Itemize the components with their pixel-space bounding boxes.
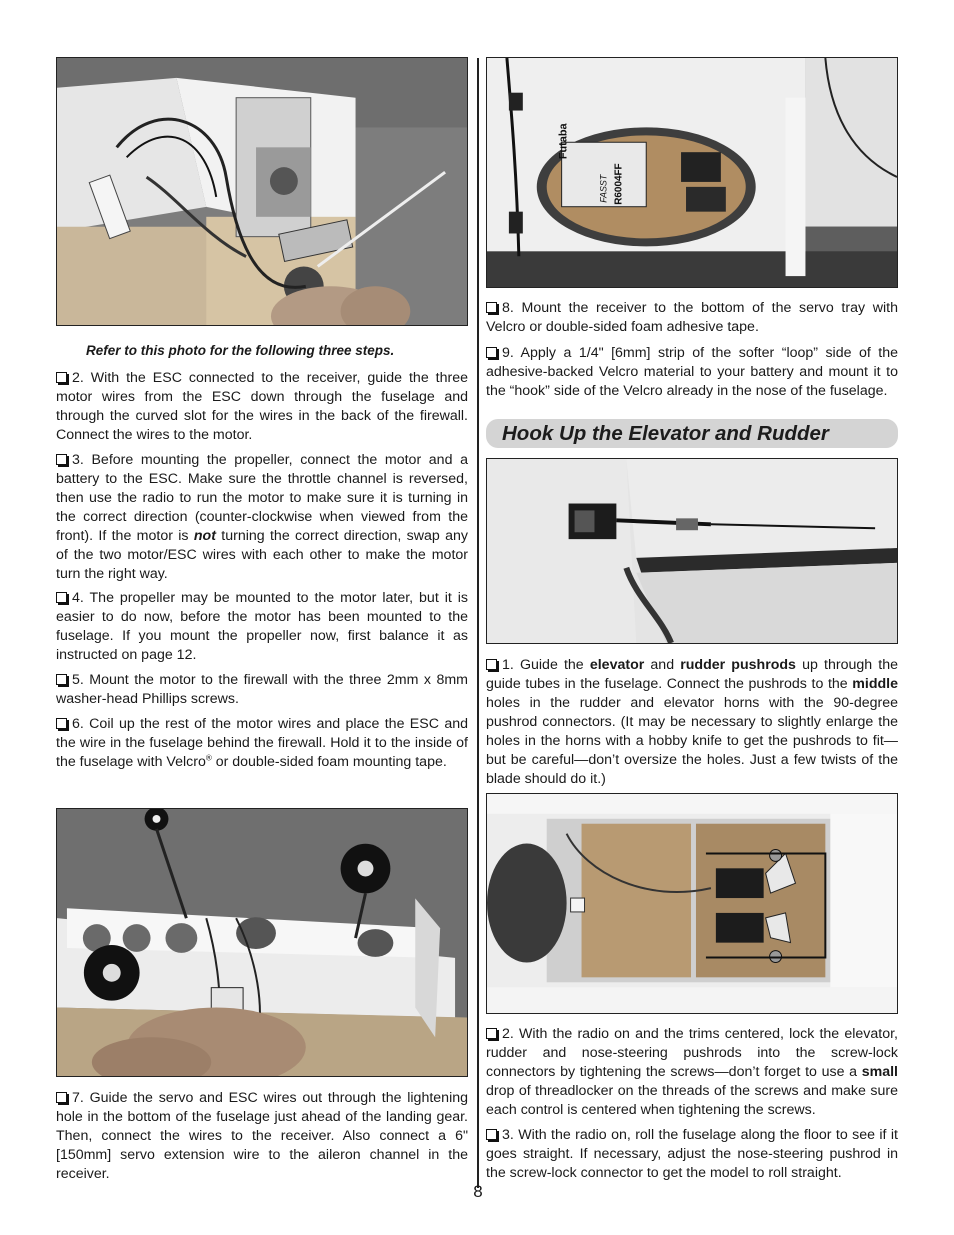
step-e1-part4: holes in the rudder and elevator horns with the 90-degree pushrod connectors. (It may be necessary to slightly enlarge the holes in the horns with a hobby knife to get the pushrods to fit—but be careful—don’t oversize the holes. Just a few twists of the blade should do it.) [486,695,898,787]
registered-mark: ® [205,753,212,763]
step-e1-bold-elevator: elevator [589,657,645,673]
checkbox-icon[interactable] [56,372,67,383]
photo-control-horn [486,458,898,644]
step-8-text: 8. Mount the receiver to the bottom of the servo tray with Velcro or double-sided foam adhesive tape. [486,300,898,335]
step-6 [56,715,468,772]
step-5 [56,671,468,709]
step-3 [56,451,468,584]
step-e3-text: 3. With the radio on, roll the fuselage along the floor to see if it goes straight. If necessary, adjust the nose-steering pushrod in the screw-lock connector to get the model to roll straight. [486,1127,898,1181]
step-e1-bold-middle: middle [852,676,898,692]
step-9 [486,344,898,401]
step-3-emphasis: not [193,528,216,544]
checkbox-icon[interactable] [486,347,497,358]
step-9-text: 9. Apply a 1/4" [6mm] strip of the softer “loop” side of the adhesive-backed Velcro material to your battery and mount it to the “hook” side of the Velcro already in the nose of the fuselage. [486,345,898,399]
checkbox-icon[interactable] [486,659,497,670]
step-2 [56,369,468,445]
step-7-text: 7. Guide the servo and ESC wires out through the lightening hole in the bottom of the fuselage just ahead of the landing gear. Then, connect the wires to the receiver. Also connect a 6" [150mm] servo extension wire to the aileron channel in the receiver. [56,1090,468,1182]
step-e1-part2: and [644,657,681,673]
step-4 [56,589,468,665]
photo-caption: Refer to this photo for the following three steps. [86,343,395,358]
step-e2-part1: 2. With the radio on and the trims centered, lock the elevator, rudder and nose-steering pushrods into the screw-lock connectors by tightening the screws—don’t forget to use a [486,1026,898,1080]
checkbox-icon[interactable] [56,592,67,603]
checkbox-icon[interactable] [56,454,67,465]
checkbox-icon[interactable] [486,1129,497,1140]
checkbox-icon[interactable] [56,674,67,685]
step-e2 [486,1025,898,1120]
photo-servo-tray [486,793,898,1014]
step-e1-bold-pushrods: rudder pushrods [680,657,796,673]
receiver-tag-label: FASST [598,174,609,203]
step-4-text: 4. The propeller may be mounted to the motor later, but it is easier to do now, before the motor has been mounted to the fuselage. If you mount the propeller now, first balance it as instructed on page 12. [56,590,468,663]
step-e1-part1: 1. Guide the [502,657,590,673]
step-e3 [486,1126,898,1183]
checkbox-icon[interactable] [486,1028,497,1039]
step-e1-part3: up through the guide tubes in the fuselage. Connect the pushrods to the [486,657,898,692]
step-6-text-before: 6. Coil up the rest of the motor wires and place the ESC and the wire in the fuselage behind the firewall. Hold it to the inside of the fuselage with Velcro [56,716,468,770]
page-number: 8 [473,1182,483,1201]
step-7 [56,1089,468,1184]
step-6-text-after: or double-sided foam mounting tape. [211,754,447,770]
receiver-brand-label: Futaba [557,123,570,160]
step-3-text-after: turning the correct direction, swap any of the two motor/ESC wires with each other to make the motor turn the right way. [56,528,468,582]
checkbox-icon[interactable] [56,1092,67,1103]
photo-receiver-tray [486,57,898,288]
checkbox-icon[interactable] [56,718,67,729]
column-divider [477,58,479,1188]
step-3-text-before: 3. Before mounting the propeller, connect the motor and a battery to the ESC. Make sure the throttle channel is reversed, then use the radio to run the motor to make sure it is turning in the correct direction (counter-clockwise when viewed from the front). If the motor is [56,452,468,544]
section-heading: Hook Up the Elevator and Rudder [486,419,898,448]
photo-fuselage-receiver [56,808,468,1077]
step-e2-part2: drop of threadlocker on the threads of the screws and make sure each control is centered when tightening the screws. [486,1083,898,1118]
step-8 [486,299,898,337]
photo-motor-esc [56,57,468,326]
step-5-text: 5. Mount the motor to the firewall with the three 2mm x 8mm washer-head Phillips screws. [56,672,468,707]
checkbox-icon[interactable] [486,302,497,313]
step-e1 [486,656,898,789]
receiver-model-label: R6004FF [613,163,625,205]
step-2-text: 2. With the ESC connected to the receiver, guide the three motor wires from the ESC down through the fuselage and through the curved slot for the wires in the back of the firewall. Connect the wires to the motor. [56,370,468,443]
step-e2-bold-small: small [861,1064,898,1080]
